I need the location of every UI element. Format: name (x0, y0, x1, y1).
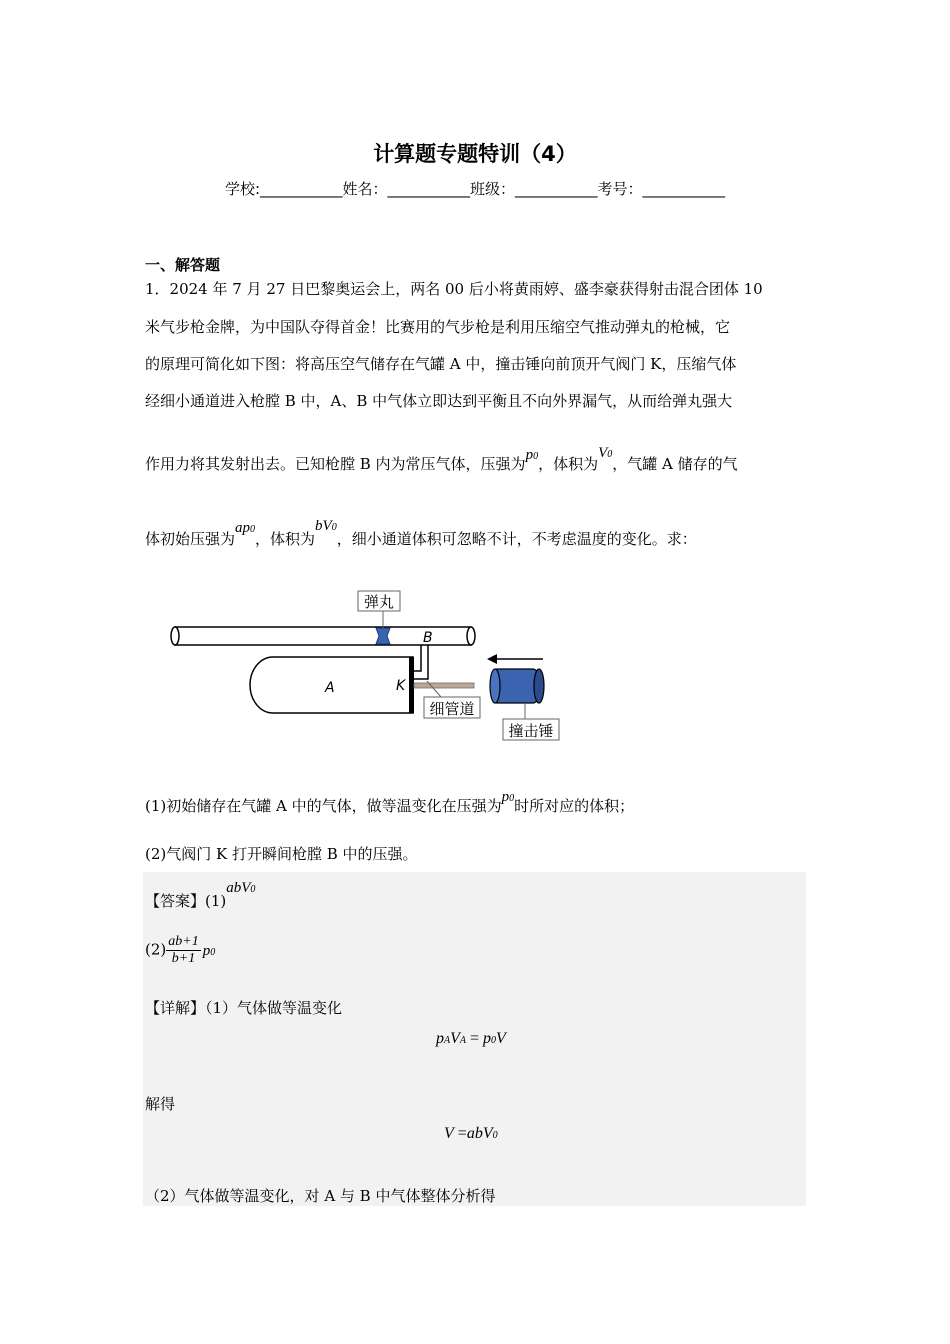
answer-line-1 (145, 880, 256, 911)
answer-2-prefix: (2) (145, 940, 167, 959)
valve-k (409, 657, 414, 713)
equation-1: pAVA = p0V (436, 1030, 506, 1047)
answer-line-2 (145, 934, 215, 967)
label-a: A (325, 680, 335, 696)
barrel-left-end (171, 627, 179, 645)
line5-text-3: ，气罐 A 储存的气 (612, 455, 738, 473)
label-b: B (423, 630, 433, 646)
hammer-end (534, 669, 544, 703)
question-line-4: 经细小通道进入枪膛 B 中，A、B 中气体立即达到平衡且不向外界漏气，从而给弹丸强大 (145, 392, 733, 410)
sub-question-2: (2)气阀门 K 打开瞬间枪膛 B 中的压强。 (145, 845, 418, 863)
barrel-right-end (467, 627, 475, 645)
sub1-symbol-p0: p0 (501, 789, 515, 805)
sub-question-1 (145, 789, 635, 816)
answer-label: 【答案】(1) (145, 892, 227, 910)
symbol-bv0: bV0 (315, 518, 337, 534)
detail-label: 【详解】（1）气体做等温变化 (145, 999, 343, 1017)
answer-1-value: abV0 (226, 880, 256, 896)
channel-pipe-outer (413, 645, 421, 671)
symbol-p0: p0 (525, 447, 539, 463)
solve-label: 解得 (145, 1095, 176, 1113)
motion-arrow-head (487, 654, 497, 664)
label-bullet: 弹丸 (363, 593, 395, 611)
striker-rod (414, 683, 474, 688)
line5-text-2: ，体积为 (538, 455, 599, 473)
label-k: K (396, 678, 406, 694)
air-rifle-diagram (165, 585, 565, 745)
sub1-text-1: (1)初始储存在气罐 A 中的气体，做等温变化在压强为 (145, 797, 502, 815)
question-line-5 (145, 445, 738, 474)
label-hammer: 撞击锤 (508, 722, 554, 740)
equation-2: V =abV0 (444, 1125, 498, 1142)
question-line-1: 1．2024 年 7 月 27 日巴黎奥运会上，两名 00 后小将黄雨婷、盛李豪获得射击混合团体 10 (145, 280, 763, 298)
line6-text-1: 体初始压强为 (145, 530, 236, 548)
label-channel: 细管道 (429, 700, 475, 718)
answer-2-fraction: $\frac{ab+1}{b+1}$ (168, 934, 199, 966)
line6-text-3: ，细小通道体积可忽略不计，不考虑温度的变化。求： (336, 530, 697, 548)
question-line-2: 米气步枪金牌，为中国队夺得首金！比赛用的气步枪是利用压缩空气推动弹丸的枪械，它 (145, 318, 731, 336)
symbol-v0: V0 (598, 445, 613, 461)
student-info-line: 学校:___________姓名：___________班级：___________考号：___________ (224, 180, 726, 198)
page-title: 计算题专题特训（4） (373, 142, 577, 166)
line5-text-1: 作用力将其发射出去。已知枪膛 B 内为常压气体，压强为 (145, 455, 526, 473)
sub1-text-2: 时所对应的体积； (514, 797, 635, 815)
detail-part-2: （2）气体做等温变化，对 A 与 B 中气体整体分析得 (145, 1187, 496, 1205)
hammer-front (490, 669, 500, 703)
line6-text-2: ，体积为 (255, 530, 316, 548)
question-line-6 (145, 518, 697, 549)
answer-2-tail: p0 (202, 942, 216, 959)
section-heading: 一、解答题 (145, 256, 221, 274)
symbol-ap0: ap0 (235, 520, 256, 536)
question-line-3: 的原理可简化如下图：将高压空气储存在气罐 A 中，撞击锤向前顶开气阀门 K，压缩气体 (145, 355, 737, 373)
